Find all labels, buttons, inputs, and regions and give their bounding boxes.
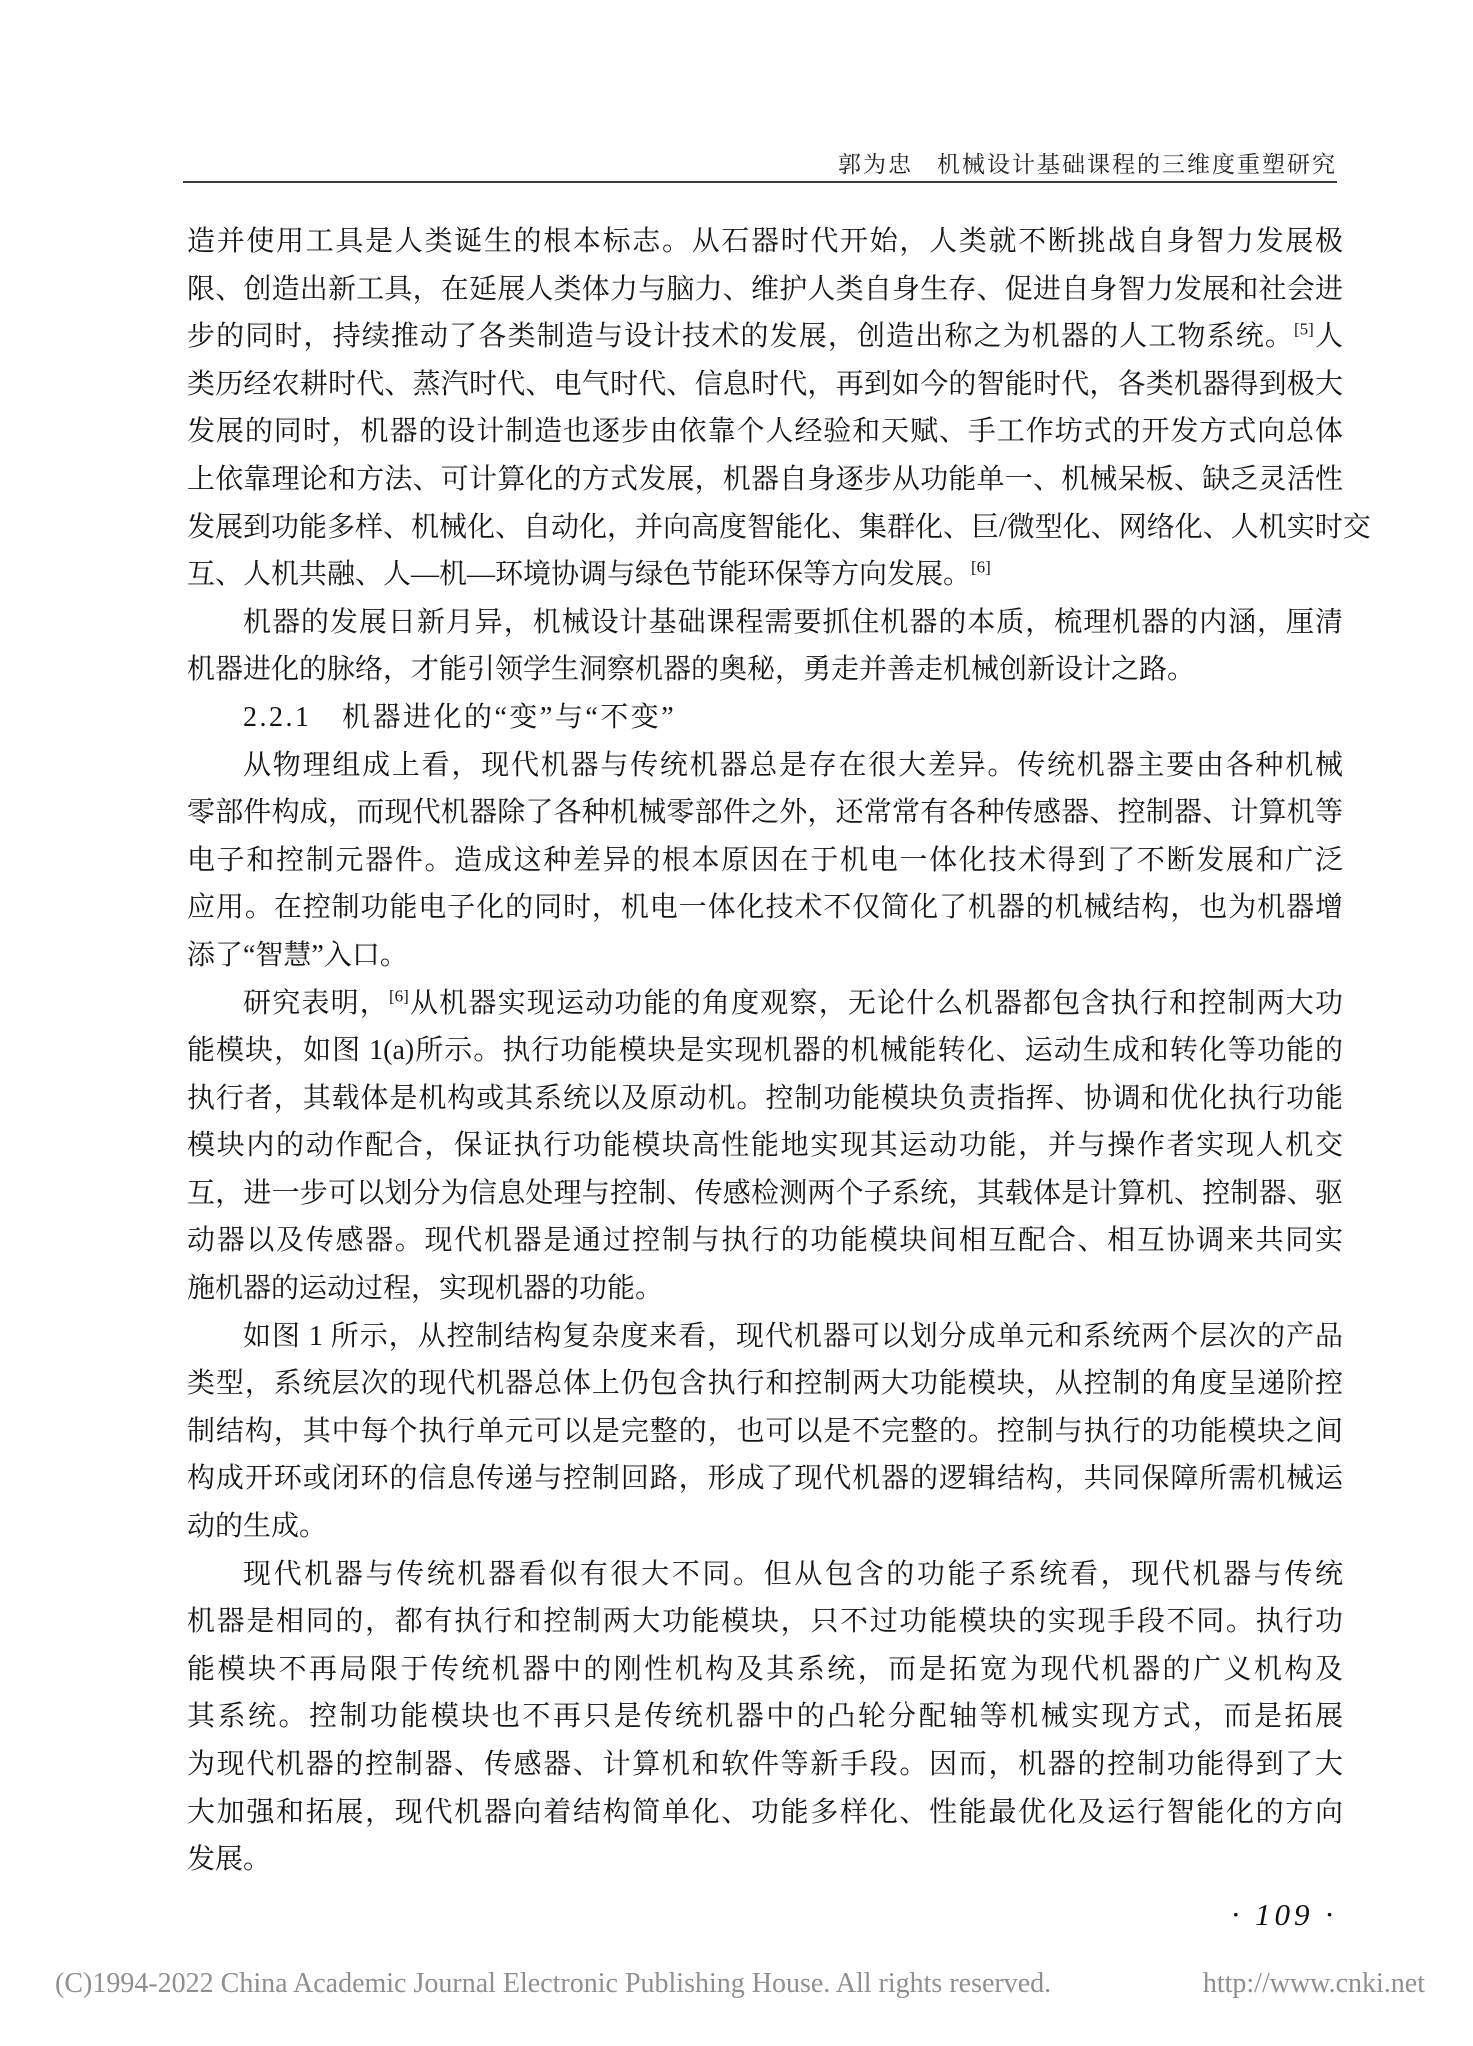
text-line: 从物理组成上看，现代机器与传统机器总是存在很大差异。传统机器主要由各种机械 bbox=[243, 749, 1343, 781]
text-line: 类历经农耕时代、蒸汽时代、电气时代、信息时代，再到如今的智能时代，各类机器得到极大 bbox=[187, 368, 1343, 400]
text-line: 现代机器与传统机器看似有很大不同。但从包含的功能子系统看，现代机器与传统 bbox=[243, 1558, 1343, 1590]
paragraph bbox=[187, 218, 1371, 599]
text-line: 零部件构成，而现代机器除了各种机械零部件之外，还常常有各种传感器、控制器、计算机等 bbox=[187, 797, 1343, 829]
text-line: 其系统。控制功能模块也不再只是传统机器中的凸轮分配轴等机械实现方式，而是拓展 bbox=[187, 1701, 1343, 1733]
text-line: 上依靠理论和方法、可计算化的方式发展，机器自身逐步从功能单一、机械呆板、缺乏灵活性 bbox=[187, 463, 1343, 495]
text-line: 动器以及传感器。现代机器是通过控制与执行的功能模块间相互配合、相互协调来共同实 bbox=[187, 1225, 1343, 1257]
text-line: 发展。 bbox=[187, 1844, 272, 1876]
text-line: 2.2.1 机器进化的“变”与“不变” bbox=[243, 701, 677, 733]
text-line: 机器的发展日新月异，机械设计基础课程需要抓住机器的本质，梳理机器的内涵，厘清 bbox=[243, 606, 1343, 638]
text-line: 类型，系统层次的现代机器总体上仍包含执行和控制两大功能模块，从控制的角度呈递阶控 bbox=[187, 1368, 1343, 1400]
citation-ref: [6] bbox=[971, 557, 991, 577]
text-line: 互、人机共融、人—机—环境协调与绿色节能环保等方向发展。[6] bbox=[187, 557, 991, 591]
text-line: 模块内的动作配合，保证执行功能模块高性能地实现其运动功能，并与操作者实现人机交 bbox=[187, 1130, 1343, 1162]
text-line: 添了“智慧”入口。 bbox=[187, 939, 408, 971]
text-line: 施机器的运动过程，实现机器的功能。 bbox=[187, 1273, 664, 1305]
running-header bbox=[187, 146, 1337, 179]
text-line: 研究表明，[6]从机器实现运动功能的角度观察，无论什么机器都包含执行和控制两大功 bbox=[243, 986, 1343, 1019]
text-line: 如图 1 所示，从控制结构复杂度来看，现代机器可以划分成单元和系统两个层次的产品 bbox=[243, 1320, 1343, 1352]
header-rule bbox=[183, 181, 1337, 183]
text-line: 造并使用工具是人类诞生的根本标志。从石器时代开始，人类就不断挑战自身智力发展极 bbox=[187, 226, 1343, 257]
text-line: 动的生成。 bbox=[187, 1511, 328, 1543]
text-line: 电子和控制元器件。造成这种差异的根本原因在于机电一体化技术得到了不断发展和广泛 bbox=[187, 844, 1343, 876]
running-header-title: 机械设计基础课程的三维度重塑研究 bbox=[937, 152, 1337, 177]
page-footer bbox=[55, 1968, 1425, 2000]
paragraph bbox=[187, 742, 1343, 980]
text-line: 发展到功能多样、机械化、自动化，并向高度智能化、集群化、巨/微型化、网络化、人机实时交 bbox=[187, 511, 1371, 543]
text-line: 步的同时，持续推动了各类制造与设计技术的发展，创造出称之为机器的人工物系统。[5]人 bbox=[187, 319, 1343, 353]
section-heading bbox=[187, 694, 1343, 742]
text-line: 限、创造出新工具，在延展人类体力与脑力、维护人类自身生存、促进自身智力发展和社会进 bbox=[187, 273, 1343, 305]
text-line: 为现代机器的控制器、传感器、计算机和软件等新手段。因而，机器的控制功能得到了大 bbox=[187, 1749, 1343, 1780]
text-line: 能模块不再局限于传统机器中的刚性机构及其系统，而是拓宽为现代机器的广义机构及 bbox=[187, 1653, 1343, 1685]
paragraph bbox=[187, 599, 1343, 694]
citation-ref: [6] bbox=[388, 986, 409, 1006]
text-line: 能模块，如图 1(a)所示。执行功能模块是实现机器的机械能转化、运动生成和转化等功能的 bbox=[187, 1035, 1343, 1067]
text-line: 机器进化的脉络，才能引领学生洞察机器的奥秘，勇走并善走机械创新设计之路。 bbox=[187, 654, 1196, 686]
paragraph bbox=[187, 1551, 1343, 1884]
paragraph bbox=[187, 1313, 1343, 1551]
text-line: 发展的同时，机器的设计制造也逐步由依靠个人经验和天赋、手工作坊式的开发方式向总体 bbox=[187, 416, 1343, 448]
running-header-author: 郭为忠 bbox=[838, 152, 913, 177]
text-line: 应用。在控制功能电子化的同时，机电一体化技术不仅简化了机器的机械结构，也为机器增 bbox=[187, 892, 1343, 924]
text-line: 制结构，其中每个执行单元可以是完整的，也可以是不完整的。控制与执行的功能模块之间 bbox=[187, 1415, 1343, 1447]
text-line: 互，进一步可以划分为信息处理与控制、传感检测两个子系统，其载体是计算机、控制器、驱 bbox=[187, 1177, 1343, 1209]
page-number: · 109 · bbox=[1231, 1897, 1337, 1932]
paragraph bbox=[187, 980, 1343, 1313]
footer-copyright: (C)1994-2022 China Academic Journal Electronic Publishing House. All rights reserved. bbox=[55, 1968, 1052, 1999]
text-line: 机器是相同的，都有执行和控制两大功能模块，只不过功能模块的实现手段不同。执行功 bbox=[187, 1606, 1343, 1638]
text-line: 大加强和拓展，现代机器向着结构简单化、功能多样化、性能最优化及运行智能化的方向 bbox=[187, 1796, 1343, 1828]
body-text bbox=[187, 218, 1371, 1884]
text-line: 构成开环或闭环的信息传递与控制回路，形成了现代机器的逻辑结构，共同保障所需机械运 bbox=[187, 1463, 1343, 1495]
text-line: 执行者，其载体是机构或其系统以及原动机。控制功能模块负责指挥、协调和优化执行功能 bbox=[187, 1082, 1343, 1114]
citation-ref: [5] bbox=[1294, 319, 1314, 339]
footer-url[interactable]: http://www.cnki.net bbox=[1202, 1968, 1425, 1999]
